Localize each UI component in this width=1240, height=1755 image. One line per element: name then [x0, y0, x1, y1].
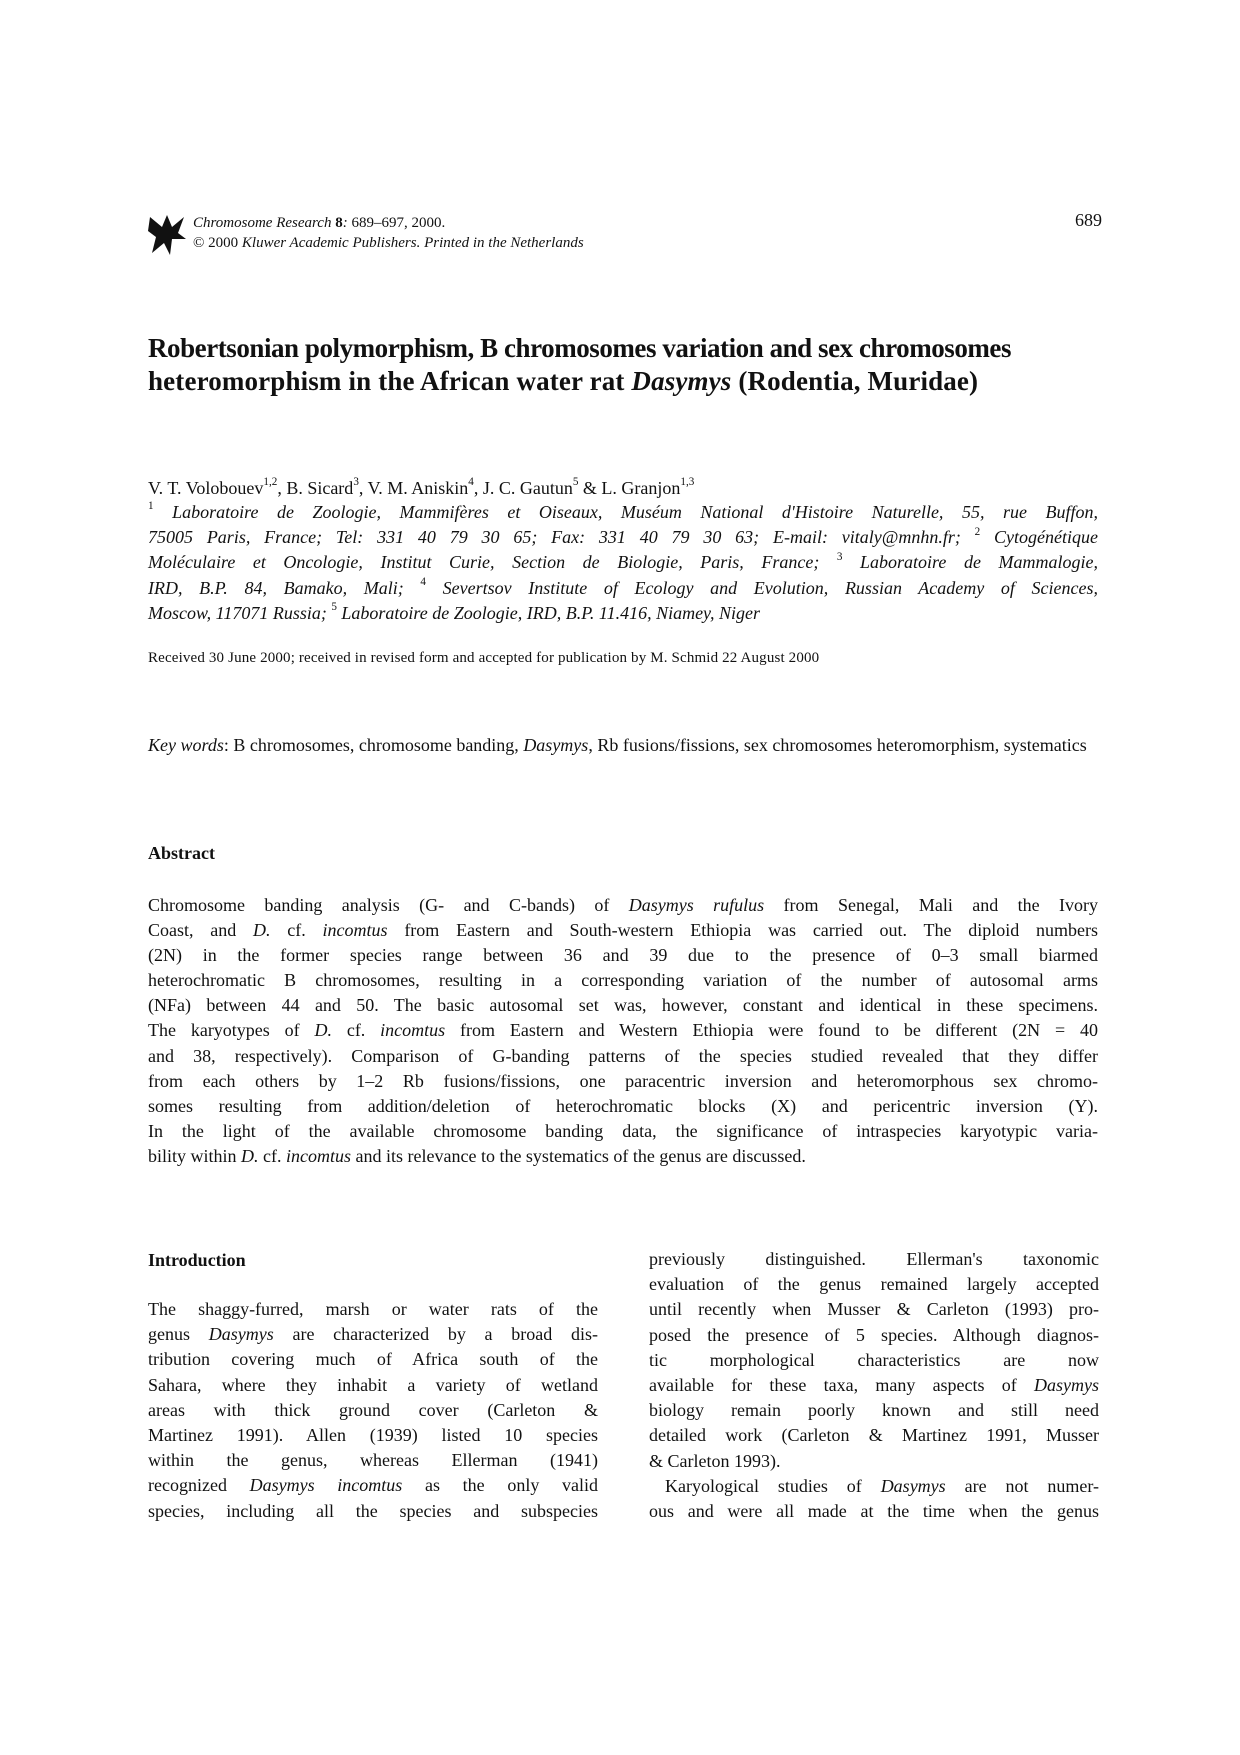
body-line: within the genus, whereas Ellerman (1941): [148, 1450, 598, 1471]
affiliation-line: 75005 Paris, France; Tel: 331 40 79 30 65; Fax: 331 40 79 30 63; E-mail: vitaly@mnhn.fr; $^2$ Cytogénétique: [148, 525, 1098, 548]
affiliations: [148, 500, 1098, 626]
intro-column-left: [148, 1297, 598, 1524]
body-line: Martinez 1991). Allen (1939) listed 10 species: [148, 1425, 598, 1446]
body-line: evaluation of the genus remained largely accepted: [649, 1274, 1099, 1295]
journal-citation: [193, 213, 584, 253]
body-line: Karyological studies of Dasymys are not numer-: [665, 1475, 1099, 1496]
body-line: species, including all the species and subspecies: [148, 1500, 598, 1521]
journal-line-2: © 2000 Kluwer Academic Publishers. Printed in the Netherlands: [193, 235, 584, 251]
received-dates: Received 30 June 2000; received in revised form and accepted for publication by M. Schmid 22 August 2000: [148, 650, 820, 666]
body-line: posed the presence of 5 species. Although diagnos-: [649, 1324, 1099, 1345]
abstract-line: (2N) in the former species range between 36 and 39 due to the presence of 0–3 small biarmed: [148, 945, 1098, 966]
abstract-line: Coast, and D. cf. incomtus from Eastern and South-western Ethiopia was carried out. The diploid numbers: [148, 920, 1098, 941]
affiliation-line: Moscow, 117071 Russia; $^5$ Laboratoire de Zoologie, IRD, B.P. 11.416, Niamey, Niger: [148, 601, 761, 623]
body-line: genus Dasymys are characterized by a broad dis-: [148, 1324, 598, 1345]
body-line: recognized Dasymys incomtus as the only valid: [148, 1475, 599, 1496]
author-list: V. T. Volobouev$^{1,2}$, B. Sicard$^3$, V. M. Aniskin$^4$, J. C. Gautun$^5$ & L. Granjon$^{1,3}$: [148, 476, 695, 498]
body-line: until recently when Musser & Carleton (1993) pro-: [649, 1299, 1099, 1320]
intro-column-right: [649, 1247, 1099, 1524]
paper-title: [148, 332, 1098, 398]
affiliation-line: Moléculaire et Oncologie, Institut Curie, Section de Biologie, Paris, France; $^3$ Laboratoire de Mammalogie,: [148, 550, 1098, 573]
abstract-line: In the light of the available chromosome banding data, the significance of intraspecies karyotypic varia-: [148, 1120, 1098, 1141]
title-line-1: Robertsonian polymorphism, B chromosomes variation and sex chromosomes: [148, 333, 1012, 363]
abstract-text: [148, 893, 1098, 1169]
body-line: tribution covering much of Africa south of the: [148, 1349, 598, 1370]
abstract-heading: Abstract: [148, 843, 215, 863]
body-line: available for these taxa, many aspects of Dasymys: [649, 1375, 1099, 1396]
affiliation-line: IRD, B.P. 84, Bamako, Mali; $^4$ Severtsov Institute of Ecology and Evolution, Russian Academy of Sciences,: [148, 575, 1098, 598]
body-line: The shaggy-furred, marsh or water rats of the: [148, 1299, 598, 1319]
abstract-line: bility within D. cf. incomtus and its relevance to the systematics of the genus are discussed.: [148, 1145, 806, 1166]
introduction-heading: Introduction: [148, 1250, 246, 1270]
abstract-line: Chromosome banding analysis (G- and C-bands) of Dasymys rufulus from Senegal, Mali and the Ivory: [148, 895, 1098, 915]
abstract-line: from each others by 1–2 Rb fusions/fissions, one paracentric inversion and heteromorphous sex chromo-: [148, 1070, 1098, 1091]
abstract-line: (NFa) between 44 and 50. The basic autosomal set was, however, constant and identical in these specimens.: [148, 995, 1098, 1016]
body-line: & Carleton 1993).: [649, 1450, 781, 1471]
abstract-line: heterochromatic B chromosomes, resulting in a corresponding variation of the number of autosomal arms: [148, 970, 1098, 991]
body-line: ous and were all made at the time when the genus: [649, 1501, 1099, 1522]
journal-line-1: Chromosome Research 8: 689–697, 2000.: [193, 215, 446, 231]
title-line-2: heteromorphism in the African water rat Dasymys (Rodentia, Muridae): [148, 366, 979, 396]
body-line: biology remain poorly known and still need: [649, 1400, 1099, 1421]
abstract-line: somes resulting from addition/deletion of heterochromatic blocks (X) and pericentric inversion (Y).: [148, 1095, 1098, 1116]
abstract-line: and 38, respectively). Comparison of G-banding patterns of the species studied revealed that they differ: [148, 1045, 1098, 1066]
body-line: detailed work (Carleton & Martinez 1991, Musser: [649, 1425, 1099, 1446]
body-line: areas with thick ground cover (Carleton &: [148, 1399, 598, 1420]
keywords: Key words: B chromosomes, chromosome banding, Dasymys, Rb fusions/fissions, sex chromosomes heteromorphism, systematics: [148, 735, 1087, 755]
body-line: tic morphological characteristics are now: [649, 1349, 1099, 1370]
page-number: 689: [1075, 210, 1102, 230]
body-line: previously distinguished. Ellerman's taxonomic: [649, 1249, 1099, 1269]
affiliation-line: $^1$ Laboratoire de Zoologie, Mammifères et Oiseaux, Muséum National d'Histoire Naturelle, 55, rue Buffon,: [148, 500, 1098, 522]
kluwer-logo-icon: [148, 213, 186, 257]
body-line: Sahara, where they inhabit a variety of wetland: [148, 1374, 598, 1395]
abstract-line: The karyotypes of D. cf. incomtus from Eastern and Western Ethiopia were found to be different (2N = 40: [148, 1020, 1098, 1041]
